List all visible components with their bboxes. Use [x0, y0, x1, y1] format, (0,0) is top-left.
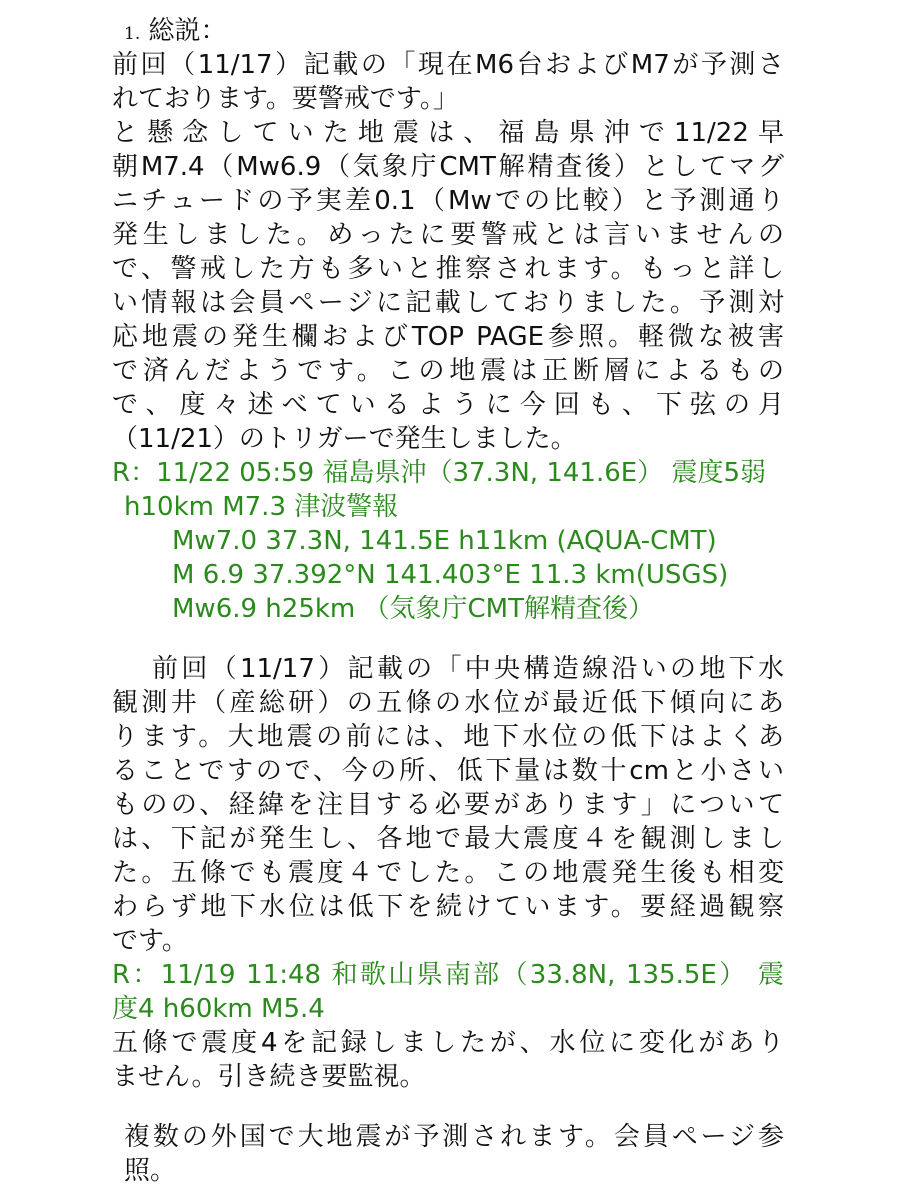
record-line: R：11/19 11:48 和歌山県南部（33.8N, 135.5E） 震 [112, 960, 784, 990]
paragraph-line: い情報は会員ページに記載しておりました。予測対 [112, 288, 784, 318]
paragraph-line: た。五條でも震度４でした。この地震発生後も相変 [112, 858, 784, 888]
paragraph-line: 観測井（産総研）の五條の水位が最近低下傾向にあ [112, 688, 784, 718]
record-line: 度4 h60km M5.4 [112, 994, 325, 1024]
paragraph-line: 照。 [124, 1156, 177, 1186]
paragraph-line: ることですので、今の所、低下量は数十cmと小さい [112, 756, 784, 786]
paragraph-line: 応地震の発生欄およびTOP PAGE参照。軽微な被害 [112, 322, 784, 352]
paragraph-line: です。 [112, 926, 188, 956]
paragraph-line: （11/21）のトリガーで発生しました。 [112, 424, 577, 454]
paragraph-line: 発生しました。めったに要警戒とは言いませんの [112, 220, 784, 250]
paragraph-line: ニチュードの予実差0.1（Mwでの比較）と予測通り [112, 186, 784, 216]
paragraph-line: で済んだようです。この地震は正断層によるもの [112, 356, 784, 386]
record-line: Mw6.9 h25km （気象庁CMT解精査後） [172, 594, 654, 624]
paragraph-line: わらず地下水位は低下を続けています。要経過観察 [112, 892, 784, 922]
section-heading [124, 14, 227, 51]
section-title: 総説： [148, 16, 227, 46]
section-number: 1. [124, 24, 141, 44]
paragraph-line: れております。要警戒です。」 [112, 84, 459, 114]
paragraph-line: ものの、経緯を注目する必要があります」について [112, 790, 784, 820]
paragraph-line: で、度々述べているように今回も、下弦の月 [112, 390, 784, 420]
paragraph-line: 複数の外国で大地震が予測されます。会員ページ参 [124, 1122, 784, 1152]
record-line: Mw7.0 37.3N, 141.5E h11km (AQUA-CMT) [172, 526, 717, 556]
record-line: h10km M7.3 津波警報 [124, 492, 399, 522]
paragraph-line: と懸念していた地震は、福島県沖で11/22早 [112, 118, 784, 148]
record-line: M 6.9 37.392°N 141.403°E 11.3 km(USGS) [172, 560, 729, 590]
paragraph-line: 前回（11/17）記載の「中央構造線沿いの地下水 [152, 654, 784, 684]
paragraph-line: 五條で震度4を記録しましたが、水位に変化があり [112, 1028, 784, 1058]
record-line: R：11/22 05:59 福島県沖（37.3N, 141.6E） 震度5弱 [112, 458, 766, 488]
paragraph-line: 前回（11/17）記載の「現在M6台およびM7が予測さ [112, 50, 784, 80]
paragraph-line: ります。大地震の前には、地下水位の低下はよくあ [112, 722, 784, 752]
paragraph-line: で、警戒した方も多いと推察されます。もっと詳し [112, 254, 784, 284]
paragraph-line: は、下記が発生し、各地で最大震度４を観測しまし [112, 824, 784, 854]
paragraph-line: 朝M7.4（Mw6.9（気象庁CMT解精査後）としてマグ [112, 152, 784, 182]
paragraph-line: ません。引き続き要監視。 [112, 1062, 426, 1092]
